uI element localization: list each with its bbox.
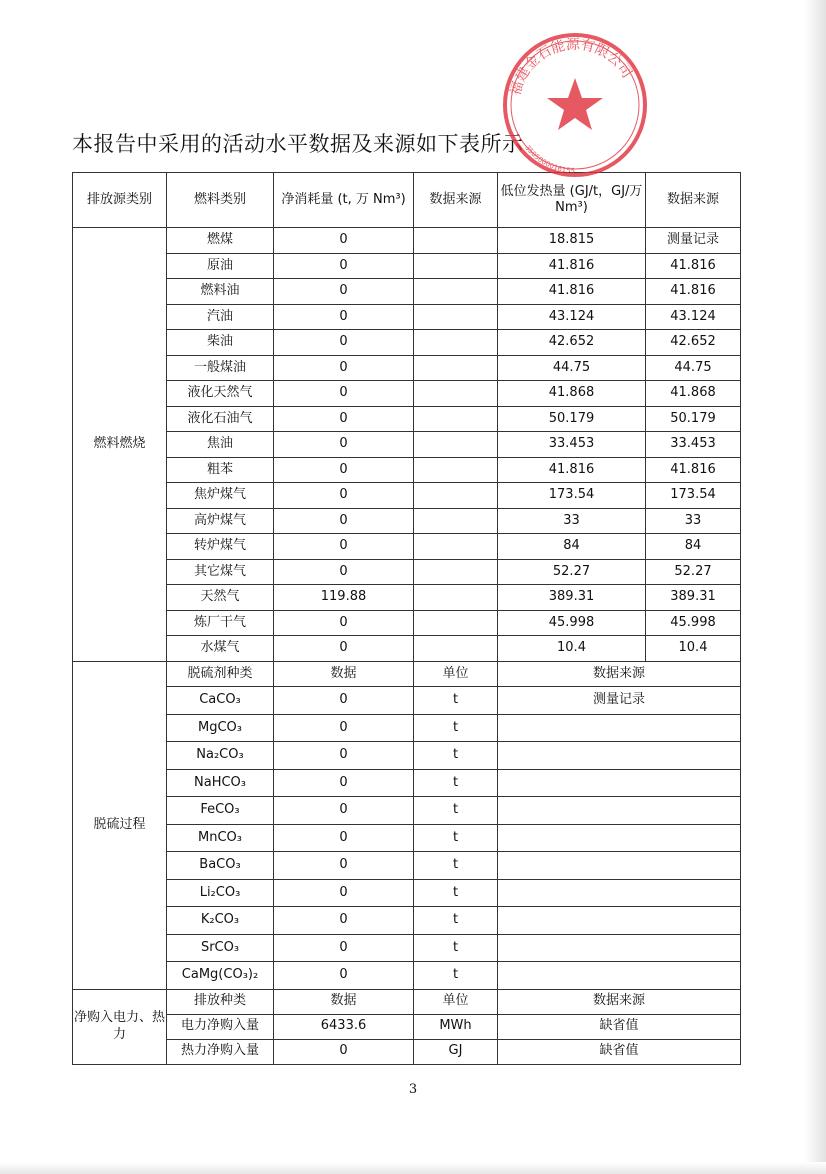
ncv-source-cell: 10.4	[646, 636, 741, 662]
header-cell: 低位发热量 (GJ/t，GJ/万 Nm³)	[498, 173, 646, 228]
value-cell: 0	[274, 934, 414, 962]
group-label-fuel-combustion: 燃料燃烧	[73, 228, 167, 662]
unit-cell: GJ	[414, 1039, 498, 1064]
ncv-cell: 18.815	[498, 228, 646, 254]
ncv-cell: 173.54	[498, 483, 646, 509]
data-source-cell	[498, 907, 741, 935]
header-cell: 排放源类别	[73, 173, 167, 228]
desulfurizer-cell: Na₂CO₃	[167, 742, 274, 770]
header-cell: 燃料类别	[167, 173, 274, 228]
data-source-cell	[414, 253, 498, 279]
ncv-cell: 84	[498, 534, 646, 560]
data-source-cell	[414, 279, 498, 305]
desulfurizer-cell: CaMg(CO₃)₂	[167, 962, 274, 990]
unit-cell: t	[414, 742, 498, 770]
fuel-type-cell: 柴油	[167, 330, 274, 356]
table-row	[73, 406, 741, 432]
value-cell: 0	[274, 852, 414, 880]
unit-cell: t	[414, 962, 498, 990]
svg-text:3505000016155: 3505000016155	[523, 143, 576, 176]
value-cell: 0	[274, 879, 414, 907]
fuel-type-cell: 高炉煤气	[167, 508, 274, 534]
header-cell: 数据来源	[498, 661, 741, 687]
consumption-cell: 0	[274, 636, 414, 662]
ncv-cell: 43.124	[498, 304, 646, 330]
unit-cell: t	[414, 907, 498, 935]
consumption-cell: 0	[274, 330, 414, 356]
value-cell: 0	[274, 962, 414, 990]
fuel-type-cell: 水煤气	[167, 636, 274, 662]
page-edge-shadow	[804, 0, 826, 1174]
data-source-cell: 缺省值	[498, 1014, 741, 1039]
consumption-cell: 0	[274, 534, 414, 560]
desulfurizer-cell: K₂CO₃	[167, 907, 274, 935]
fuel-type-cell: 天然气	[167, 585, 274, 611]
data-source-cell	[498, 934, 741, 962]
header-cell: 数据	[274, 989, 414, 1014]
table-row	[73, 742, 741, 770]
data-source-cell	[414, 355, 498, 381]
table-row	[73, 1014, 741, 1039]
fuel-type-cell: 粗苯	[167, 457, 274, 483]
page-bottom-shadow	[0, 1162, 826, 1174]
value-cell: 0	[274, 797, 414, 825]
table-row	[73, 610, 741, 636]
header-cell: 净消耗量 (t, 万 Nm³)	[274, 173, 414, 228]
desulfurizer-cell: MgCO₃	[167, 714, 274, 742]
table-row	[73, 432, 741, 458]
data-source-cell	[414, 304, 498, 330]
ncv-cell: 389.31	[498, 585, 646, 611]
consumption-cell: 0	[274, 508, 414, 534]
ncv-source-cell: 41.816	[646, 253, 741, 279]
desulfurizer-cell: NaHCO₃	[167, 769, 274, 797]
table-header-row	[73, 173, 741, 228]
consumption-cell: 119.88	[274, 585, 414, 611]
svg-text:福建金石能源有限公司: 福建金石能源有限公司	[507, 36, 635, 98]
ncv-source-cell: 33	[646, 508, 741, 534]
fuel-type-cell: 汽油	[167, 304, 274, 330]
consumption-cell: 0	[274, 228, 414, 254]
data-source-cell	[498, 962, 741, 990]
value-cell: 0	[274, 824, 414, 852]
desulfurizer-cell: FeCO₃	[167, 797, 274, 825]
fuel-type-cell: 原油	[167, 253, 274, 279]
desulfurizer-cell: BaCO₃	[167, 852, 274, 880]
data-source-cell	[498, 852, 741, 880]
desulfurizer-cell: MnCO₃	[167, 824, 274, 852]
group-label-purchased-energy: 净购入电力、热力	[73, 989, 167, 1064]
value-cell: 0	[274, 907, 414, 935]
consumption-cell: 0	[274, 279, 414, 305]
company-seal	[500, 30, 650, 180]
unit-cell: t	[414, 769, 498, 797]
fuel-type-cell: 燃煤	[167, 228, 274, 254]
header-cell: 排放种类	[167, 989, 274, 1014]
consumption-cell: 0	[274, 432, 414, 458]
data-source-cell	[498, 879, 741, 907]
unit-cell: t	[414, 934, 498, 962]
fuel-type-cell: 燃料油	[167, 279, 274, 305]
ncv-cell: 50.179	[498, 406, 646, 432]
table-row	[73, 714, 741, 742]
consumption-cell: 0	[274, 253, 414, 279]
unit-cell: t	[414, 852, 498, 880]
desulfurizer-cell: CaCO₃	[167, 687, 274, 715]
table-row	[73, 934, 741, 962]
purchased-header-row	[73, 989, 741, 1014]
desulfurizer-cell: Li₂CO₃	[167, 879, 274, 907]
table-row	[73, 279, 741, 305]
fuel-type-cell: 转炉煤气	[167, 534, 274, 560]
table-row	[73, 907, 741, 935]
data-source-cell	[414, 559, 498, 585]
consumption-cell: 0	[274, 559, 414, 585]
activity-data-table	[72, 172, 741, 1065]
value-cell: 0	[274, 1039, 414, 1064]
header-cell: 脱硫剂种类	[167, 661, 274, 687]
consumption-cell: 0	[274, 355, 414, 381]
ncv-cell: 10.4	[498, 636, 646, 662]
table-row	[73, 852, 741, 880]
emission-kind-cell: 热力净购入量	[167, 1039, 274, 1064]
fuel-type-cell: 其它煤气	[167, 559, 274, 585]
ncv-cell: 33	[498, 508, 646, 534]
header-cell: 单位	[414, 989, 498, 1014]
unit-cell: t	[414, 879, 498, 907]
ncv-cell: 44.75	[498, 355, 646, 381]
consumption-cell: 0	[274, 381, 414, 407]
consumption-cell: 0	[274, 610, 414, 636]
unit-cell: t	[414, 687, 498, 715]
desulfurization-header-row	[73, 661, 741, 687]
header-cell: 数据来源	[414, 173, 498, 228]
ncv-cell: 41.868	[498, 381, 646, 407]
data-source-cell	[414, 381, 498, 407]
ncv-cell: 41.816	[498, 253, 646, 279]
ncv-cell: 52.27	[498, 559, 646, 585]
desulfurizer-cell: SrCO₃	[167, 934, 274, 962]
ncv-source-cell: 33.453	[646, 432, 741, 458]
data-source-cell	[498, 714, 741, 742]
table-row	[73, 355, 741, 381]
fuel-type-cell: 液化石油气	[167, 406, 274, 432]
data-source-cell	[498, 797, 741, 825]
table-row	[73, 228, 741, 254]
table-row	[73, 559, 741, 585]
header-cell: 数据来源	[498, 989, 741, 1014]
unit-cell: t	[414, 797, 498, 825]
table-row	[73, 824, 741, 852]
header-cell: 单位	[414, 661, 498, 687]
unit-cell: t	[414, 824, 498, 852]
value-cell: 0	[274, 742, 414, 770]
table-row	[73, 457, 741, 483]
ncv-source-cell: 84	[646, 534, 741, 560]
unit-cell: MWh	[414, 1014, 498, 1039]
unit-cell: t	[414, 714, 498, 742]
page-title: 本报告中采用的活动水平数据及来源如下表所示	[72, 132, 524, 156]
table-row	[73, 483, 741, 509]
table-row	[73, 962, 741, 990]
table-row	[73, 769, 741, 797]
data-source-cell	[414, 585, 498, 611]
ncv-source-cell: 389.31	[646, 585, 741, 611]
table-row	[73, 687, 741, 715]
ncv-source-cell: 41.816	[646, 457, 741, 483]
value-cell: 0	[274, 687, 414, 715]
data-source-cell	[414, 228, 498, 254]
data-source-cell	[498, 769, 741, 797]
data-source-cell	[414, 610, 498, 636]
ncv-cell: 45.998	[498, 610, 646, 636]
ncv-source-cell: 41.868	[646, 381, 741, 407]
ncv-source-cell: 43.124	[646, 304, 741, 330]
data-source-cell	[414, 406, 498, 432]
consumption-cell: 0	[274, 457, 414, 483]
ncv-source-cell: 测量记录	[646, 228, 741, 254]
consumption-cell: 0	[274, 304, 414, 330]
data-source-cell	[414, 330, 498, 356]
header-cell: 数据来源	[646, 173, 741, 228]
table-row	[73, 253, 741, 279]
header-cell: 数据	[274, 661, 414, 687]
data-source-cell	[414, 534, 498, 560]
value-cell: 0	[274, 769, 414, 797]
ncv-source-cell: 42.652	[646, 330, 741, 356]
data-source-cell	[414, 432, 498, 458]
ncv-source-cell: 44.75	[646, 355, 741, 381]
ncv-source-cell: 45.998	[646, 610, 741, 636]
consumption-cell: 0	[274, 406, 414, 432]
table-row	[73, 585, 741, 611]
data-source-cell	[414, 508, 498, 534]
ncv-source-cell: 50.179	[646, 406, 741, 432]
table-row	[73, 330, 741, 356]
ncv-cell: 33.453	[498, 432, 646, 458]
data-source-cell	[414, 457, 498, 483]
data-source-cell	[498, 742, 741, 770]
fuel-type-cell: 焦炉煤气	[167, 483, 274, 509]
data-source-cell: 缺省值	[498, 1039, 741, 1064]
value-cell: 0	[274, 714, 414, 742]
fuel-type-cell: 炼厂干气	[167, 610, 274, 636]
data-source-cell	[414, 636, 498, 662]
ncv-cell: 42.652	[498, 330, 646, 356]
fuel-type-cell: 一般煤油	[167, 355, 274, 381]
ncv-source-cell: 173.54	[646, 483, 741, 509]
table-row	[73, 1039, 741, 1064]
table-row	[73, 879, 741, 907]
table-row	[73, 534, 741, 560]
data-source-cell	[498, 824, 741, 852]
fuel-type-cell: 液化天然气	[167, 381, 274, 407]
table-row	[73, 636, 741, 662]
data-source-cell	[414, 483, 498, 509]
table-row	[73, 381, 741, 407]
ncv-source-cell: 41.816	[646, 279, 741, 305]
value-cell: 6433.6	[274, 1014, 414, 1039]
fuel-type-cell: 焦油	[167, 432, 274, 458]
table-row	[73, 797, 741, 825]
consumption-cell: 0	[274, 483, 414, 509]
emission-kind-cell: 电力净购入量	[167, 1014, 274, 1039]
ncv-cell: 41.816	[498, 279, 646, 305]
page-number: 3	[408, 1082, 418, 1097]
group-label-desulfurization: 脱硫过程	[73, 661, 167, 989]
table-row	[73, 508, 741, 534]
table-row	[73, 304, 741, 330]
ncv-cell: 41.816	[498, 457, 646, 483]
ncv-source-cell: 52.27	[646, 559, 741, 585]
data-source-cell: 测量记录	[498, 687, 741, 715]
